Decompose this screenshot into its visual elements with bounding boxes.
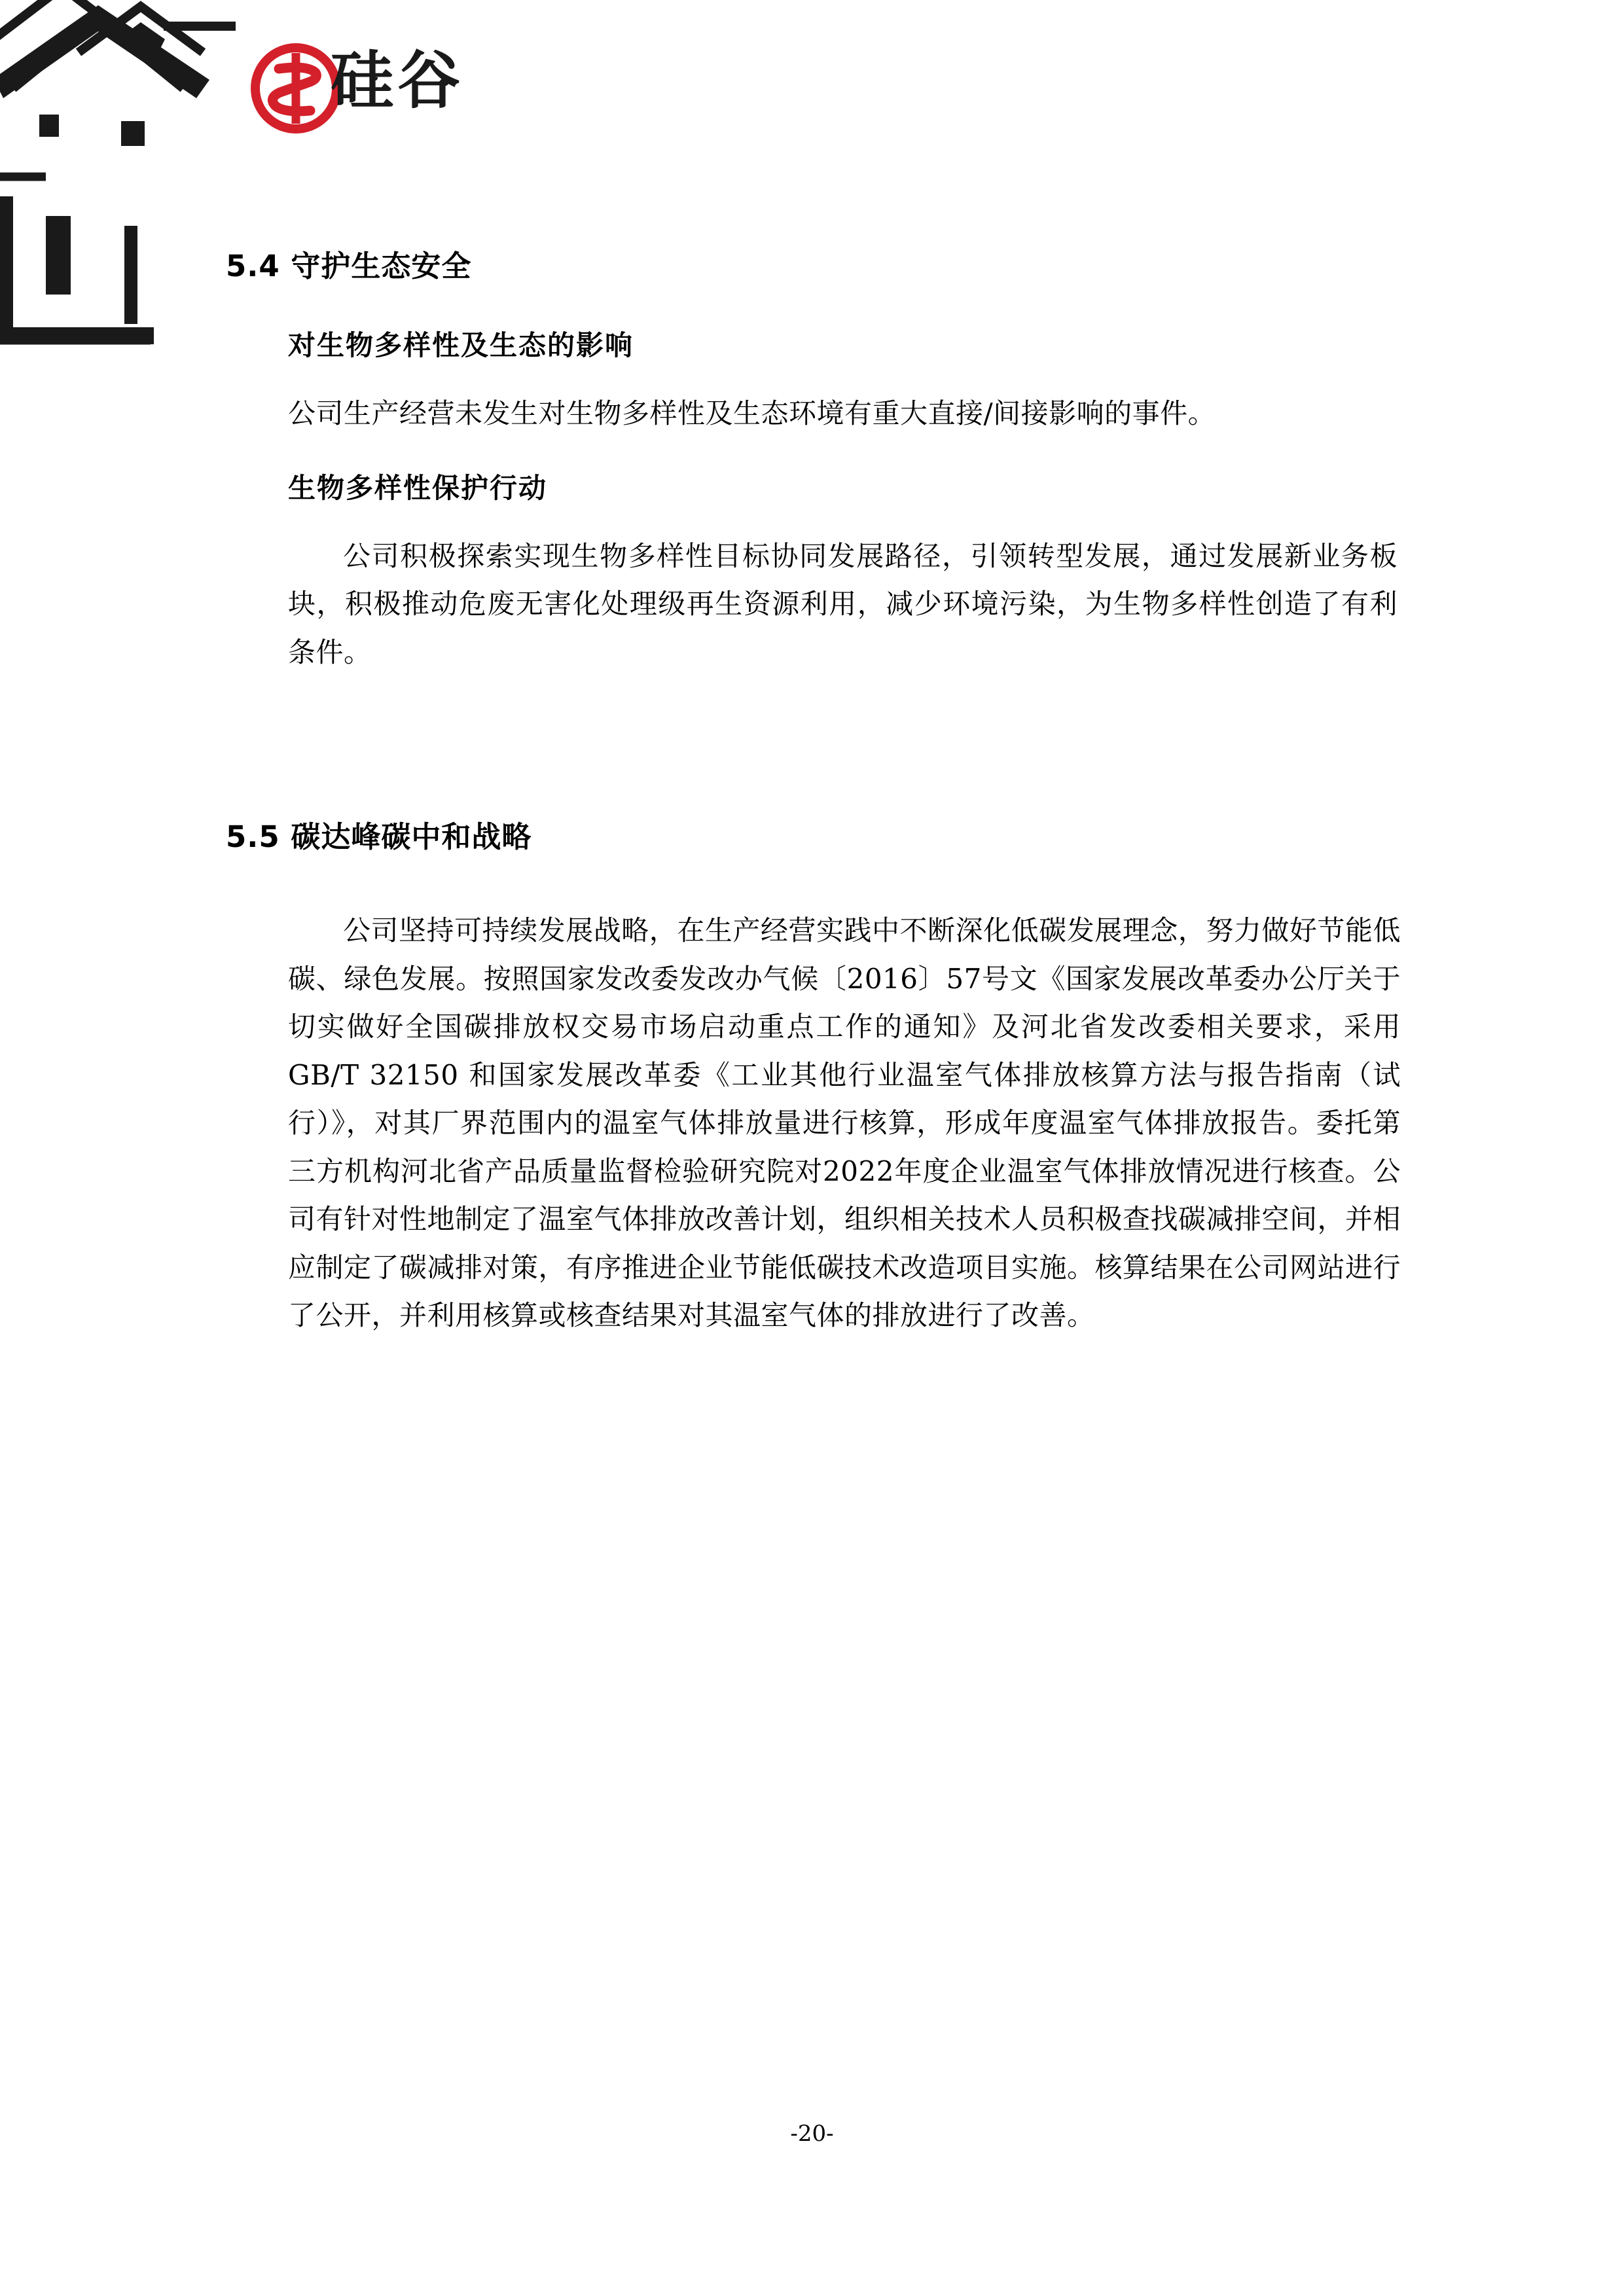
paragraph-biodiversity-protection: 公司积极探索实现生物多样性目标协同发展路径，引领转型发展，通过发展新业务板块，积极推动危废无害化处理级再生资源利用，减少环境污染，为生物多样性创造了有利条件。 [288, 539, 1398, 668]
heading-section-5-4: 5.4 守护生态安全 [226, 249, 472, 283]
logo-text: 硅谷 [331, 44, 464, 117]
subsection-biodiversity-protection [288, 467, 1398, 677]
subheading-biodiversity-impact: 对生物多样性及生态的影响 [288, 329, 634, 361]
heading-section-5-5: 5.5 碳达峰碳中和战略 [226, 819, 532, 854]
section-spacer [226, 698, 1398, 813]
page-number: -20- [790, 2121, 834, 2147]
paragraph-carbon-strategy: 公司坚持可持续发展战略，在生产经营实践中不断深化低碳发展理念，努力做好节能低碳、绿色发展。按照国家发改委发改办气候〔2016〕57号文《国家发展改革委办公厅关于切实做好全国碳排放权交易市场启动重点工作的通知》及河北省发改委相关要求，采用 GB/T 32150 和国家发展改革委《工业其他行业温室气体排放核算方法与报告指南（试行）》，对其厂界范围内的温室气体排放量进行核算，形成年度温室气体排放报告。委托第三方机构河北省产品质量监督检验研究院对2022年度企业温室气体排放情况进行核查。公司有针对性地制定了温室气体排放改善计划，组织相关技术人员积极查找碳减排空间，并相应制定了碳减排对策，有序推进企业节能低碳技术改造项目实施。核算结果在公司网站进行了公开，并利用核算或核查结果对其温室气体的排放进行了改善。 [288, 914, 1401, 1331]
subsection-carbon-strategy [288, 906, 1401, 1340]
subsection-biodiversity-impact [288, 324, 1398, 438]
subheading-biodiversity-protection: 生物多样性保护行动 [288, 471, 548, 504]
document-content [226, 242, 1401, 1362]
paragraph-biodiversity-impact: 公司生产经营未发生对生物多样性及生态环境有重大直接/间接影响的事件。 [288, 397, 1216, 429]
